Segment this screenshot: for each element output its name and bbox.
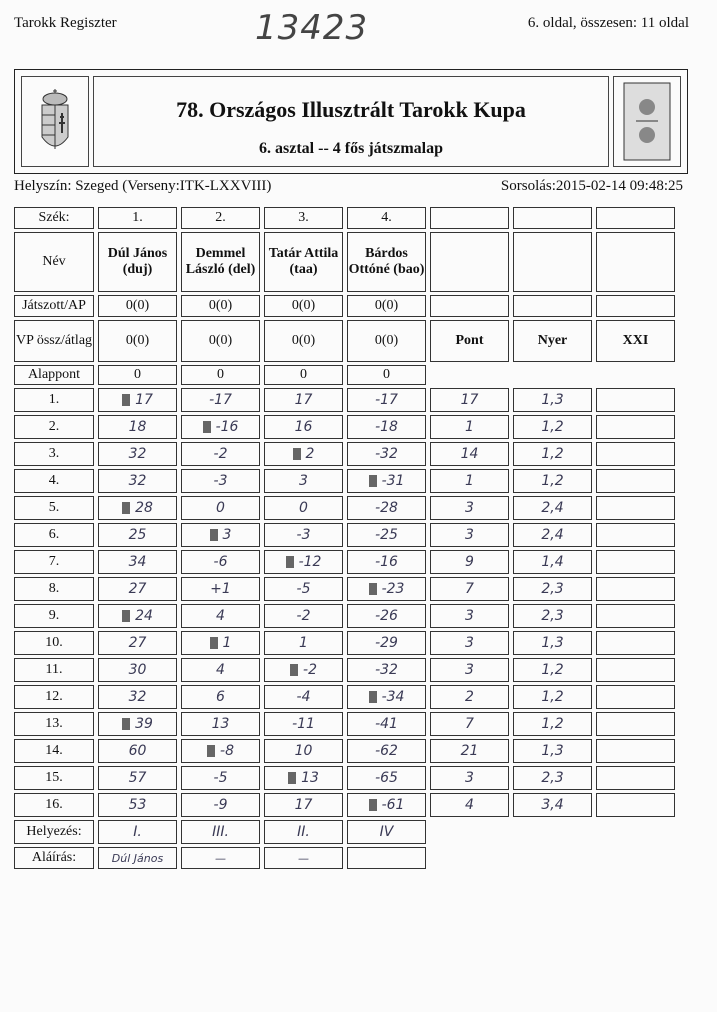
title-panel xyxy=(93,76,609,167)
score-value: 1 xyxy=(299,635,308,651)
score-value: 32 xyxy=(128,446,147,462)
score-cell xyxy=(264,469,343,493)
xxi-value xyxy=(596,604,675,628)
score-cell xyxy=(264,631,343,655)
score-value: 4 xyxy=(216,662,225,678)
signature-value xyxy=(347,847,426,869)
score-value: -28 xyxy=(375,500,398,516)
dealer-marker-icon xyxy=(369,799,377,811)
nyer-value: 2,3 xyxy=(513,577,592,601)
table-row xyxy=(14,365,675,385)
nyer-value: 2,4 xyxy=(513,523,592,547)
nyer-value: 2,3 xyxy=(513,604,592,628)
pont-value: 14 xyxy=(430,442,509,466)
score-value: 2 xyxy=(305,446,315,462)
table-row xyxy=(14,320,675,362)
table-row xyxy=(14,469,675,493)
pont-value: 17 xyxy=(430,388,509,412)
dealer-marker-icon xyxy=(122,394,130,406)
score-value: 3 xyxy=(222,527,232,543)
blank-cell xyxy=(430,207,509,229)
score-cell xyxy=(264,685,343,709)
pont-value: 3 xyxy=(430,523,509,547)
score-cell xyxy=(264,388,343,412)
place-value: II. xyxy=(264,820,343,844)
score-value: 13 xyxy=(301,770,319,786)
score-cell xyxy=(264,793,343,817)
score-value: -9 xyxy=(213,797,228,813)
score-cell xyxy=(347,442,426,466)
score-value: 13 xyxy=(211,716,230,732)
round-number: 7. xyxy=(14,550,94,574)
score-value: -11 xyxy=(292,716,315,732)
table-row xyxy=(14,232,675,292)
score-cell xyxy=(347,712,426,736)
dealer-marker-icon xyxy=(210,637,218,649)
table-row xyxy=(14,793,675,817)
score-value: -8 xyxy=(220,743,234,759)
round-number: 11. xyxy=(14,658,94,682)
pont-value: 1 xyxy=(430,415,509,439)
score-value: -32 xyxy=(375,662,398,678)
round-number: 4. xyxy=(14,469,94,493)
score-value: -16 xyxy=(375,554,398,570)
dealer-marker-icon xyxy=(210,529,218,541)
score-value: -5 xyxy=(296,581,311,597)
pont-value: 7 xyxy=(430,712,509,736)
player-name: Tatár Attila (taa) xyxy=(264,232,343,292)
nyer-value: 1,2 xyxy=(513,685,592,709)
score-cell xyxy=(181,712,260,736)
score-cell xyxy=(264,739,343,763)
pont-value: 1 xyxy=(430,469,509,493)
xxi-value xyxy=(596,658,675,682)
table-row xyxy=(14,550,675,574)
score-value: 17 xyxy=(294,392,313,408)
name-label: Név xyxy=(14,232,94,292)
xxi-value xyxy=(596,739,675,763)
score-cell xyxy=(264,442,343,466)
score-cell xyxy=(181,496,260,520)
draw-info: Sorsolás:2015-02-14 09:48:25 xyxy=(500,178,683,194)
score-value: -17 xyxy=(375,392,398,408)
score-cell xyxy=(98,604,177,628)
player-name: Bárdos Ottóné (bao) xyxy=(347,232,426,292)
place-value: III. xyxy=(181,820,260,844)
score-value: 16 xyxy=(294,419,313,435)
page-title: 78. Országos Illusztrált Tarokk Kupa xyxy=(176,97,526,122)
score-value: 32 xyxy=(128,689,147,705)
score-cell xyxy=(181,739,260,763)
score-value: -62 xyxy=(375,743,398,759)
signature-value: — xyxy=(264,847,343,869)
base-value: 0 xyxy=(98,365,177,385)
score-value: -3 xyxy=(296,527,311,543)
score-cell xyxy=(264,604,343,628)
score-cell xyxy=(98,496,177,520)
score-cell xyxy=(98,388,177,412)
score-value: 1 xyxy=(222,635,232,651)
score-cell xyxy=(98,712,177,736)
player-name: Dúl János (duj) xyxy=(98,232,177,292)
score-cell xyxy=(98,685,177,709)
score-cell xyxy=(98,550,177,574)
table-row xyxy=(14,577,675,601)
score-cell xyxy=(181,469,260,493)
score-cell xyxy=(181,577,260,601)
xxi-value xyxy=(596,415,675,439)
pont-value: 3 xyxy=(430,766,509,790)
score-cell xyxy=(347,766,426,790)
dealer-marker-icon xyxy=(203,421,211,433)
round-number: 6. xyxy=(14,523,94,547)
round-number: 14. xyxy=(14,739,94,763)
score-value: 60 xyxy=(128,743,147,759)
player-name: Demmel László (del) xyxy=(181,232,260,292)
pont-value: 9 xyxy=(430,550,509,574)
score-cell xyxy=(264,658,343,682)
score-cell xyxy=(264,523,343,547)
base-label: Alappont xyxy=(14,365,94,385)
table-row xyxy=(14,523,675,547)
score-value: 3 xyxy=(299,473,308,489)
table-row xyxy=(14,685,675,709)
dealer-marker-icon xyxy=(293,448,301,460)
score-cell xyxy=(181,523,260,547)
dealer-marker-icon xyxy=(369,475,377,487)
score-cell xyxy=(181,442,260,466)
base-value: 0 xyxy=(347,365,426,385)
nyer-value: 1,3 xyxy=(513,739,592,763)
score-cell xyxy=(181,685,260,709)
score-value: -18 xyxy=(375,419,398,435)
score-cell xyxy=(347,793,426,817)
table-row xyxy=(14,415,675,439)
score-cell xyxy=(181,793,260,817)
nyer-value: 3,4 xyxy=(513,793,592,817)
score-cell xyxy=(264,712,343,736)
blank-cell xyxy=(596,207,675,229)
round-number: 5. xyxy=(14,496,94,520)
score-cell xyxy=(347,523,426,547)
signature-label: Aláírás: xyxy=(14,847,94,869)
xxi-value xyxy=(596,388,675,412)
score-value: -2 xyxy=(303,662,317,678)
score-cell xyxy=(347,685,426,709)
base-value: 0 xyxy=(264,365,343,385)
handwritten-note: 13423 xyxy=(255,8,369,48)
xxi-value xyxy=(596,496,675,520)
blank-cell xyxy=(430,295,509,317)
dealer-marker-icon xyxy=(122,610,130,622)
score-value: 34 xyxy=(128,554,147,570)
score-cell xyxy=(181,658,260,682)
score-value: 25 xyxy=(128,527,147,543)
score-cell xyxy=(98,415,177,439)
column-header-xxi: XXI xyxy=(596,320,675,362)
score-value: -25 xyxy=(375,527,398,543)
score-value: -31 xyxy=(381,473,405,489)
score-cell xyxy=(347,469,426,493)
table-row xyxy=(14,442,675,466)
score-cell xyxy=(98,739,177,763)
score-value: 18 xyxy=(128,419,147,435)
vp-value: 0(0) xyxy=(347,320,426,362)
nyer-value: 1,2 xyxy=(513,442,592,466)
score-value: 27 xyxy=(128,581,147,597)
nyer-value: 1,3 xyxy=(513,388,592,412)
tarot-card-icon xyxy=(613,76,681,167)
score-value: -23 xyxy=(381,581,405,597)
score-cell xyxy=(181,415,260,439)
score-value: 6 xyxy=(216,689,225,705)
score-cell xyxy=(181,550,260,574)
score-value: -5 xyxy=(213,770,228,786)
place-value: IV xyxy=(347,820,426,844)
seat-number: 4. xyxy=(347,207,426,229)
score-value: 28 xyxy=(135,500,153,516)
dealer-marker-icon xyxy=(369,691,377,703)
location: Helyszín: Szeged (Verseny:ITK-LXXVIII) xyxy=(14,178,272,194)
score-cell xyxy=(98,442,177,466)
played-value: 0(0) xyxy=(98,295,177,317)
seat-number: 3. xyxy=(264,207,343,229)
title-box xyxy=(14,69,688,174)
score-cell xyxy=(347,631,426,655)
score-cell xyxy=(347,658,426,682)
round-number: 12. xyxy=(14,685,94,709)
score-value: 27 xyxy=(128,635,147,651)
score-value: -4 xyxy=(296,689,311,705)
pont-value: 3 xyxy=(430,604,509,628)
column-header-pont: Pont xyxy=(430,320,509,362)
seat-number: 2. xyxy=(181,207,260,229)
nyer-value: 1,3 xyxy=(513,631,592,655)
vp-value: 0(0) xyxy=(181,320,260,362)
score-value: -2 xyxy=(213,446,228,462)
place-label: Helyezés: xyxy=(14,820,94,844)
column-header-nyer: Nyer xyxy=(513,320,592,362)
played-label: Játszott/AP xyxy=(14,295,94,317)
pont-value: 21 xyxy=(430,739,509,763)
score-value: 32 xyxy=(128,473,147,489)
table-row xyxy=(14,766,675,790)
score-value: -41 xyxy=(375,716,398,732)
score-value: -2 xyxy=(296,608,311,624)
nyer-value: 1,2 xyxy=(513,712,592,736)
signature-value: Dúl János xyxy=(98,847,177,869)
pont-value: 3 xyxy=(430,658,509,682)
blank-cell xyxy=(596,232,675,292)
score-cell xyxy=(98,577,177,601)
score-value: 39 xyxy=(135,716,153,732)
coat-of-arms-icon xyxy=(21,76,89,167)
pont-value: 4 xyxy=(430,793,509,817)
round-number: 3. xyxy=(14,442,94,466)
dealer-marker-icon xyxy=(369,583,377,595)
score-value: -3 xyxy=(213,473,228,489)
blank-cell xyxy=(430,232,509,292)
played-value: 0(0) xyxy=(181,295,260,317)
page-info: 6. oldal, összesen: 11 oldal xyxy=(527,15,689,31)
score-value: 0 xyxy=(299,500,308,516)
nyer-value: 2,3 xyxy=(513,766,592,790)
dealer-marker-icon xyxy=(122,718,130,730)
score-cell xyxy=(347,739,426,763)
score-cell xyxy=(181,604,260,628)
score-value: 10 xyxy=(294,743,313,759)
score-value: -34 xyxy=(381,689,405,705)
xxi-value xyxy=(596,766,675,790)
score-cell xyxy=(98,469,177,493)
score-cell xyxy=(347,604,426,628)
xxi-value xyxy=(596,550,675,574)
table-row xyxy=(14,739,675,763)
score-cell xyxy=(181,766,260,790)
played-value: 0(0) xyxy=(347,295,426,317)
signature-value: — xyxy=(181,847,260,869)
score-cell xyxy=(264,496,343,520)
score-value: -17 xyxy=(209,392,232,408)
nyer-value: 2,4 xyxy=(513,496,592,520)
score-cell xyxy=(264,577,343,601)
dealer-marker-icon xyxy=(288,772,296,784)
round-number: 8. xyxy=(14,577,94,601)
score-cell xyxy=(181,388,260,412)
nyer-value: 1,2 xyxy=(513,469,592,493)
pont-value: 3 xyxy=(430,631,509,655)
score-cell xyxy=(98,658,177,682)
xxi-value xyxy=(596,523,675,547)
score-value: -65 xyxy=(375,770,398,786)
score-cell xyxy=(347,577,426,601)
table-row xyxy=(14,658,675,682)
blank-cell xyxy=(513,207,592,229)
dealer-marker-icon xyxy=(286,556,294,568)
round-number: 9. xyxy=(14,604,94,628)
score-value: -61 xyxy=(381,797,405,813)
pont-value: 7 xyxy=(430,577,509,601)
table-row xyxy=(14,847,675,869)
played-value: 0(0) xyxy=(264,295,343,317)
score-value: 57 xyxy=(128,770,147,786)
round-number: 10. xyxy=(14,631,94,655)
pont-value: 2 xyxy=(430,685,509,709)
table-row xyxy=(14,712,675,736)
table-row xyxy=(14,388,675,412)
dealer-marker-icon xyxy=(290,664,298,676)
round-number: 2. xyxy=(14,415,94,439)
table-row xyxy=(14,604,675,628)
score-value: -26 xyxy=(375,608,398,624)
score-cell xyxy=(264,550,343,574)
dealer-marker-icon xyxy=(207,745,215,757)
blank-cell xyxy=(513,295,592,317)
score-value: -16 xyxy=(215,419,239,435)
seat-label: Szék: xyxy=(14,207,94,229)
score-value: 30 xyxy=(128,662,147,678)
score-table xyxy=(10,204,679,872)
score-value: 17 xyxy=(294,797,313,813)
score-cell xyxy=(347,496,426,520)
table-row xyxy=(14,207,675,229)
blank-cell xyxy=(513,232,592,292)
xxi-value xyxy=(596,685,675,709)
score-value: -29 xyxy=(375,635,398,651)
table-row xyxy=(14,496,675,520)
score-cell xyxy=(347,388,426,412)
base-value: 0 xyxy=(181,365,260,385)
nyer-value: 1,4 xyxy=(513,550,592,574)
round-number: 13. xyxy=(14,712,94,736)
table-row xyxy=(14,631,675,655)
seat-number: 1. xyxy=(98,207,177,229)
xxi-value xyxy=(596,469,675,493)
score-cell xyxy=(181,631,260,655)
score-value: 24 xyxy=(135,608,153,624)
xxi-value xyxy=(596,712,675,736)
round-number: 15. xyxy=(14,766,94,790)
table-row xyxy=(14,820,675,844)
nyer-value: 1,2 xyxy=(513,415,592,439)
xxi-value xyxy=(596,631,675,655)
round-number: 16. xyxy=(14,793,94,817)
vp-value: 0(0) xyxy=(98,320,177,362)
score-value: -32 xyxy=(375,446,398,462)
score-cell xyxy=(264,766,343,790)
round-number: 1. xyxy=(14,388,94,412)
pont-value: 3 xyxy=(430,496,509,520)
score-value: 4 xyxy=(216,608,225,624)
score-value: 17 xyxy=(135,392,153,408)
score-value: -6 xyxy=(213,554,228,570)
dealer-marker-icon xyxy=(122,502,130,514)
blank-cell xyxy=(596,295,675,317)
score-cell xyxy=(98,766,177,790)
vp-label: VP össz/átlag xyxy=(14,320,94,362)
score-cell xyxy=(347,415,426,439)
place-value: I. xyxy=(98,820,177,844)
score-value: 53 xyxy=(128,797,147,813)
score-value: -12 xyxy=(298,554,322,570)
score-cell xyxy=(98,793,177,817)
score-value: +1 xyxy=(210,581,231,597)
xxi-value xyxy=(596,442,675,466)
score-cell xyxy=(98,523,177,547)
score-cell xyxy=(264,415,343,439)
xxi-value xyxy=(596,793,675,817)
app-title: Tarokk Regiszter xyxy=(14,15,117,31)
vp-value: 0(0) xyxy=(264,320,343,362)
page-subtitle: 6. asztal -- 4 fős játszmalap xyxy=(259,140,443,157)
score-cell xyxy=(347,550,426,574)
score-cell xyxy=(98,631,177,655)
score-value: 0 xyxy=(216,500,225,516)
table-row xyxy=(14,295,675,317)
xxi-value xyxy=(596,577,675,601)
nyer-value: 1,2 xyxy=(513,658,592,682)
